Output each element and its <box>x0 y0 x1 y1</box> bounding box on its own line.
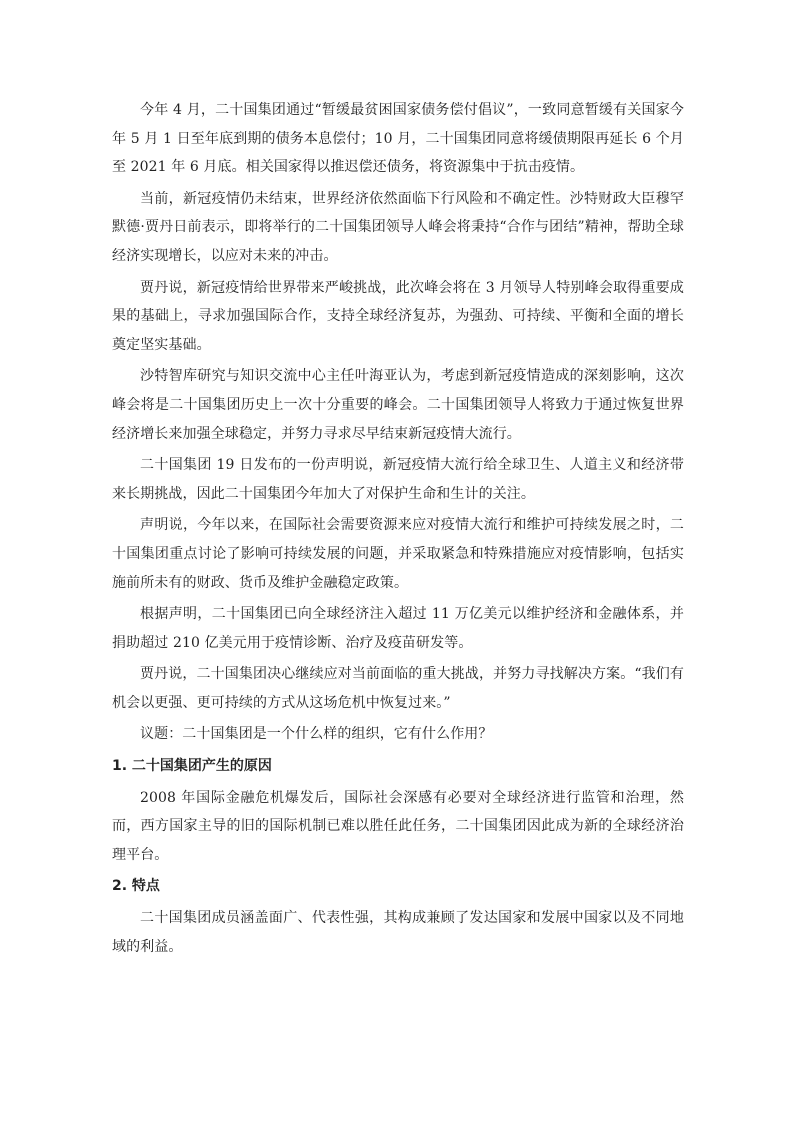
paragraph-jadaan-remarks: 贾丹说，新冠疫情给世界带来严峻挑战，此次峰会将在 3 月领导人特别峰会取得重要成果的基础上，寻求加强国际合作，支持全球经济复苏，为强劲、可持续、平衡和全面的增长奠定坚实基础。 <box>112 279 684 353</box>
paragraph-debt-relief: 今年 4 月，二十国集团通过“暂缓最贫困国家债务偿付倡议”，一致同意暂缓有关国家今年 5 月 1 日至年底到期的债务本息偿付；10 月，二十国集团同意将缓债期限再延长 6 个月至 2021 年 6 月底。相关国家得以推迟偿还债务，将资源集中于抗击疫情。 <box>112 102 684 176</box>
paragraph-topic: 议题：二十国集团是一个什么样的组织，它有什么作用？ <box>140 726 493 743</box>
section-heading-features: 2. 特点 <box>112 878 160 895</box>
paragraph-features: 二十国集团成员涵盖面广、代表性强，其构成兼顾了发达国家和发展中国家以及不同地域的利益。 <box>112 910 684 955</box>
section-heading-origin: 1. 二十国集团产生的原因 <box>112 758 272 775</box>
paragraph-statement: 二十国集团 19 日发布的一份声明说，新冠疫情大流行给全球卫生、人道主义和经济带来长期挑战，因此二十国集团今年加大了对保护生命和生计的关注。 <box>112 457 684 502</box>
paragraph-origin: 2008 年国际金融危机爆发后，国际社会深感有必要对全球经济进行监管和治理，然而，西方国家主导的旧的国际机制已难以胜任此任务，二十国集团因此成为新的全球经济治理平台。 <box>112 789 684 863</box>
paragraph-think-tank: 沙特智库研究与知识交流中心主任叶海亚认为，考虑到新冠疫情造成的深刻影响，这次峰会将是二十国集团历史上一次十分重要的峰会。二十国集团领导人将致力于通过恢复世界经济增长来加强全球稳定，并努力寻求尽早结束新冠疫情大流行。 <box>112 368 684 442</box>
paragraph-current-situation: 当前，新冠疫情仍未结束，世界经济依然面临下行风险和不确定性。沙特财政大臣穆罕默德·贾丹日前表示，即将举行的二十国集团领导人峰会将秉持“合作与团结”精神，帮助全球经济实现增长，以应对未来的冲击。 <box>112 190 684 264</box>
paragraph-funding: 根据声明，二十国集团已向全球经济注入超过 11 万亿美元以维护经济和金融体系，并捐助超过 210 亿美元用于疫情诊断、治疗及疫苗研发等。 <box>112 606 684 651</box>
paragraph-statement-details: 声明说，今年以来，在国际社会需要资源来应对疫情大流行和维护可持续发展之时，二十国集团重点讨论了影响可持续发展的问题，并采取紧急和特殊措施应对疫情影响，包括实施前所未有的财政、货币及维护金融稳定政策。 <box>112 517 684 591</box>
paragraph-determination: 贾丹说，二十国集团决心继续应对当前面临的重大挑战，并努力寻找解决方案。“我们有机会以更强、更可持续的方式从这场危机中恢复过来。” <box>112 666 684 711</box>
